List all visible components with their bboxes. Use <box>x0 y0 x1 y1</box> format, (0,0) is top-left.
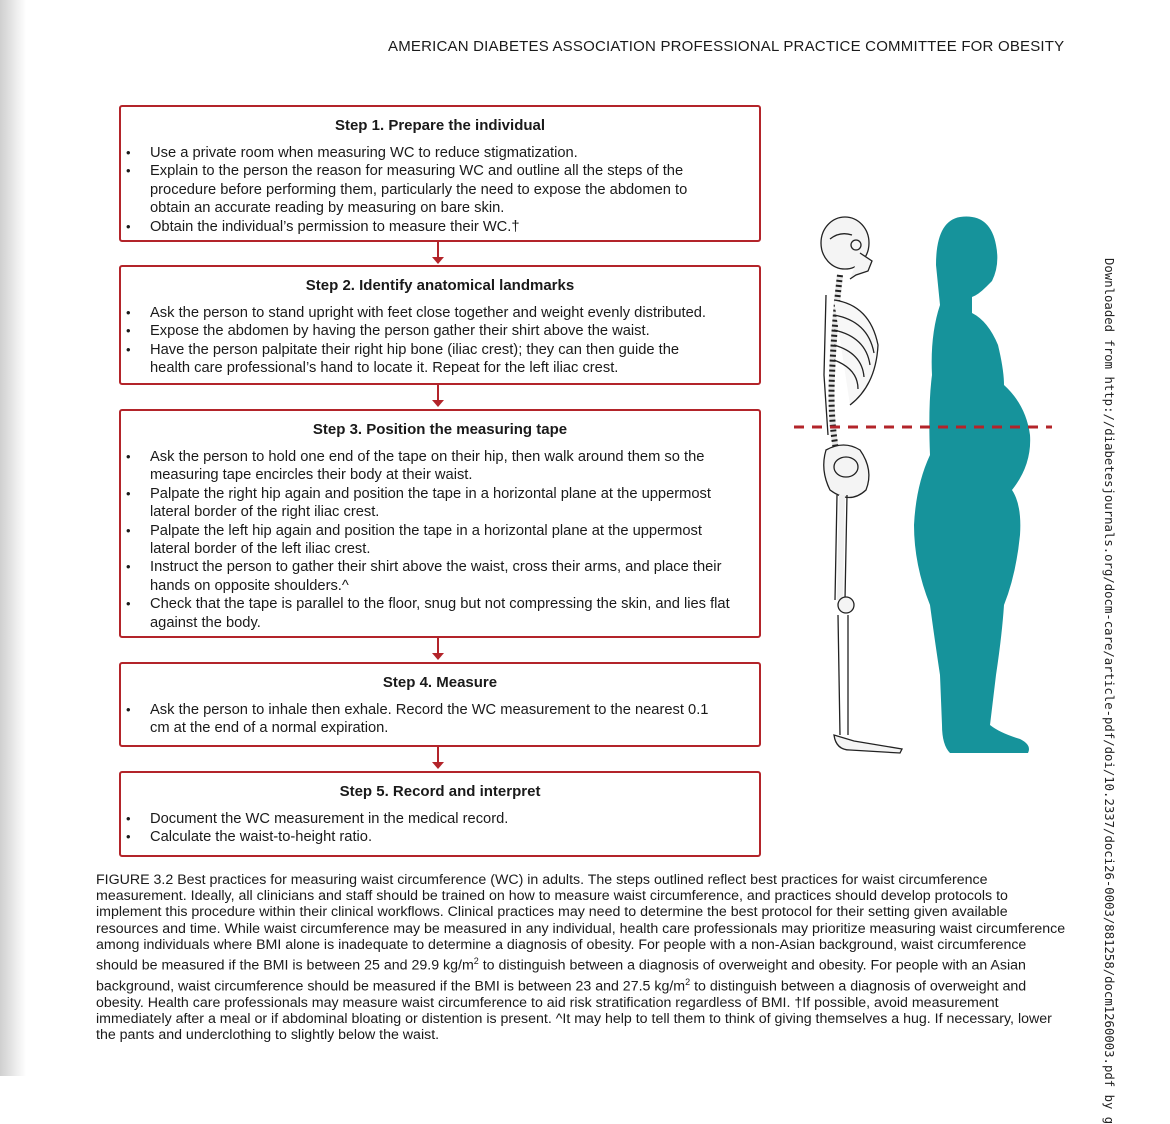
caption-superscript-1: 2 <box>473 956 479 967</box>
list-item: • Calculate the waist-to-height ratio. <box>121 828 759 846</box>
download-watermark-text: Downloaded from http://diabetesjournals.org/docm-care/article-pdf/doi/10.2337/doci26-0003/881258/docm1260003.pdf by g <box>1102 258 1116 1124</box>
flow-arrow-3 <box>431 638 445 660</box>
step-5-box <box>119 771 761 857</box>
list-item: • Document the WC measurement in the medical record. <box>121 810 759 828</box>
step-4-bullets <box>121 701 759 738</box>
step-4-title: Step 4. Measure <box>382 674 498 691</box>
list-item: • Ask the person to inhale then exhale. Record the WC measurement to the nearest 0.1 cm at the end of a normal expiration. <box>121 701 759 738</box>
list-item: • Expose the abdomen by having the person gather their shirt above the waist. <box>121 322 759 340</box>
list-item: • Have the person palpitate their right hip bone (iliac crest); they can then guide the health care professional’s hand to locate it. Repeat for the left iliac crest. <box>121 341 759 378</box>
figure-label: FIGURE 3.2 <box>96 872 174 888</box>
list-item: • Obtain the individual’s permission to measure their WC.† <box>121 218 759 236</box>
list-item: • Palpate the right hip again and position the tape in a horizontal plane at the uppermost lateral border of the right iliac crest. <box>121 485 759 522</box>
step-4-box <box>119 662 761 747</box>
step-2-title: Step 2. Identify anatomical landmarks <box>305 277 575 294</box>
page-shadow-edge <box>0 0 26 1076</box>
caption-superscript-2: 2 <box>685 976 691 987</box>
step-5-title: Step 5. Record and interpret <box>339 783 541 800</box>
step-1-bullets <box>121 144 759 236</box>
flow-arrow-1 <box>431 242 445 264</box>
figure-caption <box>96 872 1072 1044</box>
waist-measurement-illustration <box>790 205 1060 765</box>
step-5-bullets <box>121 810 759 847</box>
list-item: • Ask the person to stand upright with feet close together and weight evenly distributed. <box>121 304 759 322</box>
caption-text-1: Best practices for measuring waist circumference (WC) in adults. The steps outlined reflect best practices for waist circumference measurement. Ideally, all clinicians and staff should be trained on how to measure waist circumference, and practices should develop protocols to implement this procedure within their clinical workflows. Clinical practices may need to determine the best protocol for their setting given available resources and time. While waist circumference may be measured in any individual, health care professionals may prioritize measuring waist circumference among individuals where BMI alone is inadequate to determine a diagnosis of obesity. For people with a non-Asian background, waist circumference should be measured if the BMI is between 25 and 29.9 kg/m <box>96 872 1066 974</box>
flow-arrow-4 <box>431 747 445 769</box>
list-item: • Check that the tape is parallel to the floor, snug but not compressing the skin, and lies flat against the body. <box>121 595 759 632</box>
caption-text-2: to distinguish between a diagnosis of overweight and obesity. For people with an Asian background, waist circumference should be measured if the BMI is between 23 and 27.5 kg/m <box>96 957 1026 995</box>
skeleton-figure <box>821 217 902 753</box>
list-item: • Ask the person to hold one end of the tape on their hip, then walk around them so the measuring tape encircles their body at their waist. <box>121 448 759 485</box>
caption-text-3: to distinguish between a diagnosis of overweight and obesity. Health care professionals may measure waist circumference to aid risk stratification regardless of BMI. †If possible, avoid measurement immediately after a meal or if abdominal bloating or distention is present. ^It may help to tell them to think of giving themselves a hug. If necessary, lower the pants and underclothing to slightly below the waist. <box>96 978 1052 1044</box>
body-silhouette <box>914 217 1030 753</box>
running-header: AMERICAN DIABETES ASSOCIATION PROFESSIONAL PRACTICE COMMITTEE FOR OBESITY <box>388 38 1065 55</box>
step-2-box <box>119 265 761 385</box>
step-1-title: Step 1. Prepare the individual <box>334 117 546 134</box>
step-3-bullets <box>121 448 759 632</box>
list-item: • Explain to the person the reason for measuring WC and outline all the steps of the procedure before performing them, particularly the need to expose the abdomen to obtain an accurate reading by measuring on bare skin. <box>121 162 759 217</box>
step-3-box <box>119 409 761 638</box>
step-2-bullets <box>121 304 759 378</box>
flow-arrow-2 <box>431 385 445 407</box>
list-item: • Palpate the left hip again and position the tape in a horizontal plane at the uppermost lateral border of the left iliac crest. <box>121 522 759 559</box>
step-3-title: Step 3. Position the measuring tape <box>312 421 568 438</box>
list-item: • Use a private room when measuring WC to reduce stigmatization. <box>121 144 759 162</box>
list-item: • Instruct the person to gather their shirt above the waist, cross their arms, and place their hands on opposite shoulders.^ <box>121 558 759 595</box>
step-1-box <box>119 105 761 242</box>
